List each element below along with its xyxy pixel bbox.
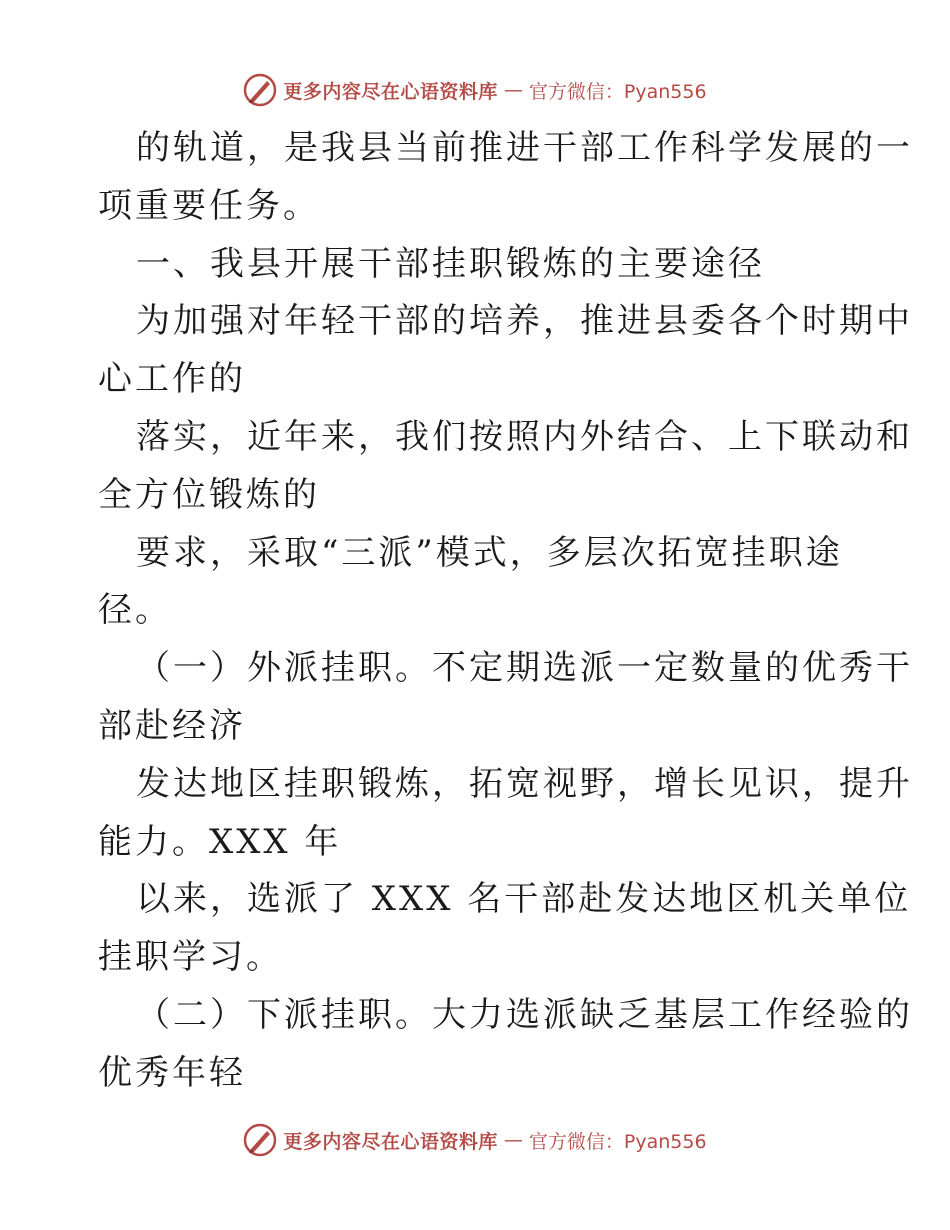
text-line: 落实，近年来，我们按照内外结合、上下联动和 (136, 416, 913, 457)
watermark-text: 更多内容尽在心语资料库 (283, 80, 498, 103)
watermark-contact: 官方微信：Pyan556 (528, 80, 707, 103)
text-line: 全方位锻炼的 (98, 474, 320, 515)
text-line: 以来，选派了 XXX 名干部赴发达地区机关单位 (136, 879, 912, 920)
document-body (98, 120, 913, 1103)
subsection-heading: （一）外派挂职。不定期选派一定数量的优秀干 (136, 648, 913, 689)
footer-watermark (0, 1120, 950, 1160)
subsection-heading: （二）下派挂职。大力选派缺乏基层工作经验的 (136, 994, 913, 1035)
text-line: 部赴经济 (98, 705, 246, 746)
watermark-separator: — (503, 79, 523, 101)
text-line: 优秀年轻 (98, 1052, 246, 1093)
watermark-text: 更多内容尽在心语资料库 (283, 1130, 498, 1153)
watermark-separator: — (503, 1129, 523, 1151)
header-watermark (0, 70, 950, 110)
pen-logo-icon (243, 73, 277, 107)
pen-logo-icon (243, 1123, 277, 1157)
text-line: 的轨道，是我县当前推进干部工作科学发展的一 (136, 128, 913, 168)
text-line: 心工作的 (98, 359, 246, 400)
text-line: 能力。XXX 年 (98, 821, 342, 862)
text-line: 项重要任务。 (98, 185, 320, 226)
text-line: 挂职学习。 (98, 937, 283, 978)
text-line: 为加强对年轻干部的培养，推进县委各个时期中 (136, 301, 913, 342)
watermark-contact: 官方微信：Pyan556 (528, 1130, 707, 1153)
text-line: 要求，采取“三派”模式，多层次拓宽挂职途 (136, 532, 843, 573)
section-heading: 一、我县开展干部挂职锻炼的主要途径 (136, 243, 765, 284)
text-line: 径。 (98, 590, 172, 631)
text-line: 发达地区挂职锻炼，拓宽视野，增长见识，提升 (136, 763, 913, 804)
